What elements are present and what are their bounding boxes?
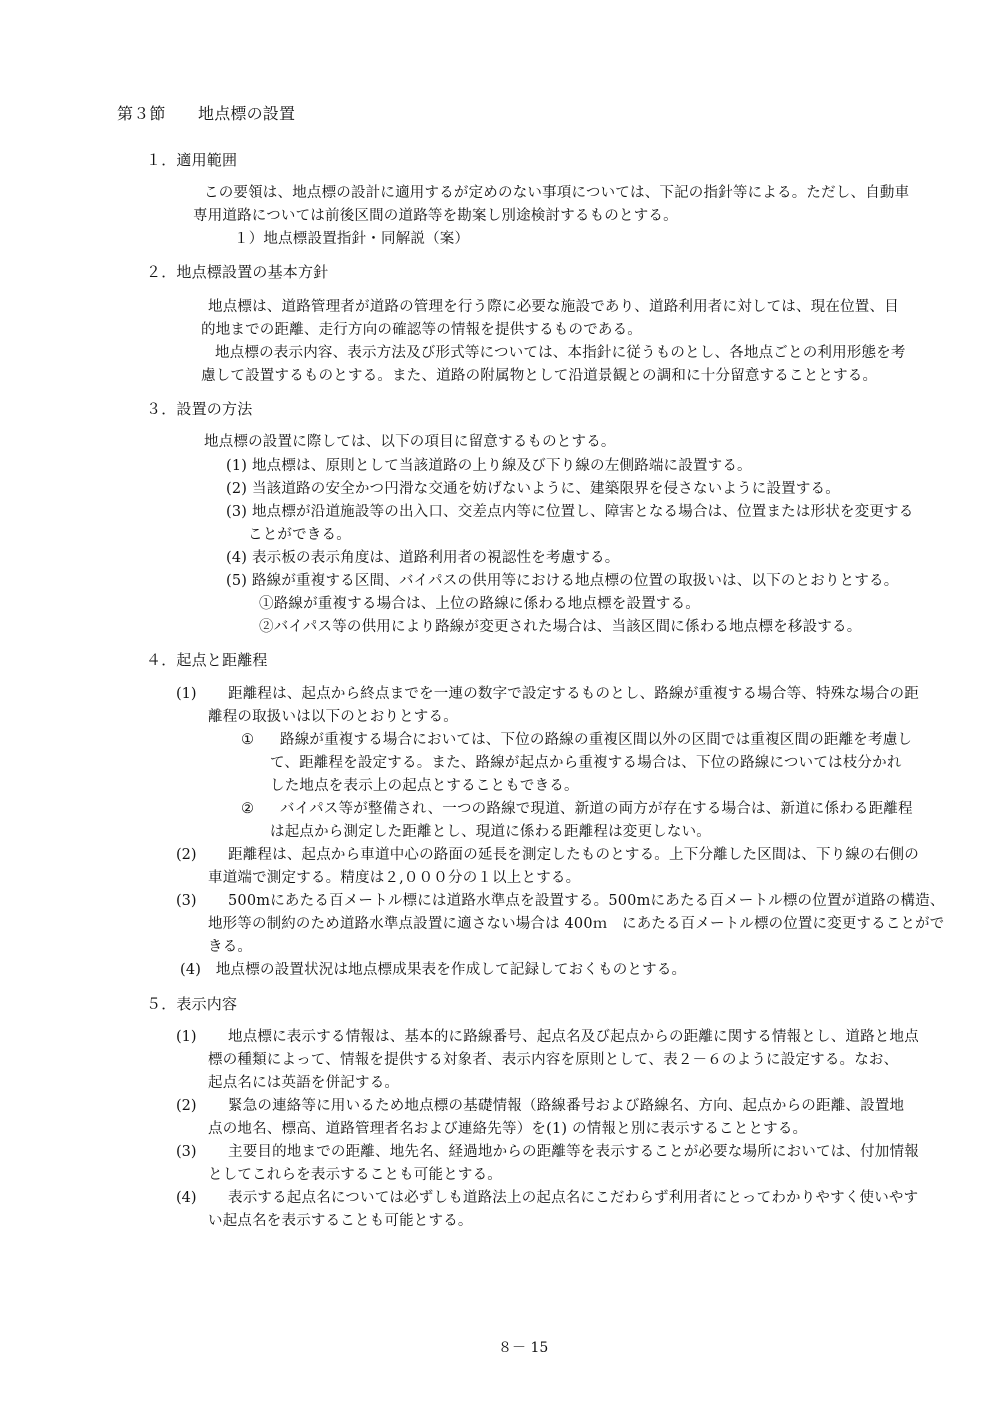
- s1-list-item: １）地点標設置指針・同解説（案）: [234, 231, 470, 247]
- item-number: (1): [176, 1029, 197, 1045]
- s5-para-line: い起点名を表示することも可能とする。: [208, 1213, 473, 1229]
- s3-sub-item: ①路線が重複する場合は、上位の路線に係わる地点標を設置する。: [259, 596, 700, 612]
- circled-number: ②: [241, 801, 254, 817]
- item-number: (3): [176, 1144, 197, 1160]
- s4-sub-line: は起点から測定した距離とし、現道に係わる距離程は変更しない。: [270, 824, 711, 840]
- s3-list-item: (3) 地点標が沿道施設等の出入口、交差点内等に位置し、障害となる場合は、位置または形状を変更する: [226, 504, 914, 520]
- item-number: (1): [176, 686, 197, 702]
- heading-4: ４．起点と距離程: [146, 651, 268, 669]
- s5-para-line: 点の地名、標高、道路管理者名および連絡先等）を(1) の情報と別に表示することとする。: [208, 1121, 808, 1137]
- s3-list-item-cont: ことができる。: [248, 527, 351, 543]
- s2-para-line: 地点標は、道路管理者が道路の管理を行う際に必要な施設であり、道路利用者に対しては、現在位置、目: [208, 299, 899, 315]
- s5-para-line: 主要目的地までの距離、地先名、経過地からの距離等を表示することが必要な場所においては、付加情報: [228, 1144, 919, 1160]
- section-title: 第３節 地点標の設置: [117, 104, 296, 123]
- s3-list-item: (5) 路線が重複する区間、バイパスの供用等における地点標の位置の取扱いは、以下のとおりとする。: [226, 573, 899, 589]
- s2-para-line: 地点標の表示内容、表示方法及び形式等については、本指針に従うものとし、各地点ごとの利用形態を考: [215, 345, 906, 361]
- heading-3: ３．設置の方法: [146, 400, 253, 418]
- s1-para-line: 専用道路については前後区間の道路等を勘案し別途検討するものとする。: [193, 208, 678, 224]
- s5-para-line: 表示する起点名については必ずしも道路法上の起点名にこだわらず利用者にとってわかりやすく使いやす: [228, 1190, 919, 1206]
- s3-list-item: (2) 当該道路の安全かつ円滑な交通を妨げないように、建築限界を侵さないように設置する。: [226, 481, 840, 497]
- item-number: (2): [176, 847, 197, 863]
- s4-para-line: 離程の取扱いは以下のとおりとする。: [208, 709, 458, 725]
- item-number: (3): [176, 893, 197, 909]
- item-number: (4): [176, 1190, 197, 1206]
- s4-para-line: きる。: [208, 939, 253, 955]
- s2-para-line: 慮して設置するものとする。また、道路の附属物として沿道景観との調和に十分留意することとする。: [201, 368, 878, 384]
- s3-list-item: (4) 表示板の表示角度は、道路利用者の視認性を考慮する。: [226, 550, 620, 566]
- s4-para-line: 距離程は、起点から車道中心の路面の延長を測定したものとする。上下分離した区間は、下り線の右側の: [228, 847, 919, 863]
- page-number: ８－ 15: [498, 1340, 549, 1356]
- heading-2: ２．地点標設置の基本方針: [146, 263, 329, 281]
- s2-para-line: 的地までの距離、走行方向の確認等の情報を提供するものである。: [201, 322, 642, 338]
- s5-para-line: 起点名には英語を併記する。: [208, 1075, 400, 1091]
- circled-number: ①: [241, 732, 254, 748]
- s3-sub-item: ②バイパス等の供用により路線が変更された場合は、当該区間に係わる地点標を移設する。: [259, 619, 862, 635]
- s5-para-line: 地点標に表示する情報は、基本的に路線番号、起点名及び起点からの距離に関する情報とし、道路と地点: [228, 1029, 919, 1045]
- s3-list-item: (1) 地点標は、原則として当該道路の上り線及び下り線の左側路端に設置する。: [226, 458, 752, 474]
- s3-intro: 地点標の設置に際しては、以下の項目に留意するものとする。: [204, 434, 616, 450]
- s4-para-line: (4) 地点標の設置状況は地点標成果表を作成して記録しておくものとする。: [180, 962, 687, 978]
- s5-para-line: 緊急の連絡等に用いるため地点標の基礎情報（路線番号および路線名、方向、起点からの距離、設置地: [228, 1098, 905, 1114]
- s5-para-line: としてこれらを表示することも可能とする。: [208, 1167, 502, 1183]
- s4-sub-line: 路線が重複する場合においては、下位の路線の重複区間以外の区間では重複区間の距離を考慮し: [280, 732, 913, 748]
- s4-sub-line: バイパス等が整備され、一つの路線で現道、新道の両方が存在する場合は、新道に係わる距離程: [280, 801, 913, 817]
- s4-para-line: 距離程は、起点から終点までを一連の数字で設定するものとし、路線が重複する場合等、特殊な場合の距: [228, 686, 919, 702]
- s1-para-line: この要領は、地点標の設計に適用するが定めのない事項については、下記の指針等による。ただし、自動車: [204, 185, 910, 201]
- s4-para-line: 地形等の制約のため道路水準点設置に適さない場合は 400ｍ にあたる百メートル標の位置に変更することがで: [208, 916, 945, 932]
- s4-para-line: 500mにあたる百メートル標には道路水準点を設置する。500mにあたる百メートル標の位置が道路の構造、: [228, 893, 945, 909]
- s4-para-line: 車道端で測定する。精度は２,０００分の１以上とする。: [208, 870, 581, 886]
- s5-para-line: 標の種類によって、情報を提供する対象者、表示内容を原則として、表２－６のように設定する。なお、: [208, 1052, 899, 1068]
- s4-sub-line: した地点を表示上の起点とすることもできる。: [270, 778, 579, 794]
- s4-sub-line: て、距離程を設定する。また、路線が起点から重複する場合は、下位の路線については枝分かれ: [270, 755, 902, 771]
- heading-1: １．適用範囲: [146, 151, 238, 169]
- item-number: (2): [176, 1098, 197, 1114]
- heading-5: ５．表示内容: [146, 995, 238, 1013]
